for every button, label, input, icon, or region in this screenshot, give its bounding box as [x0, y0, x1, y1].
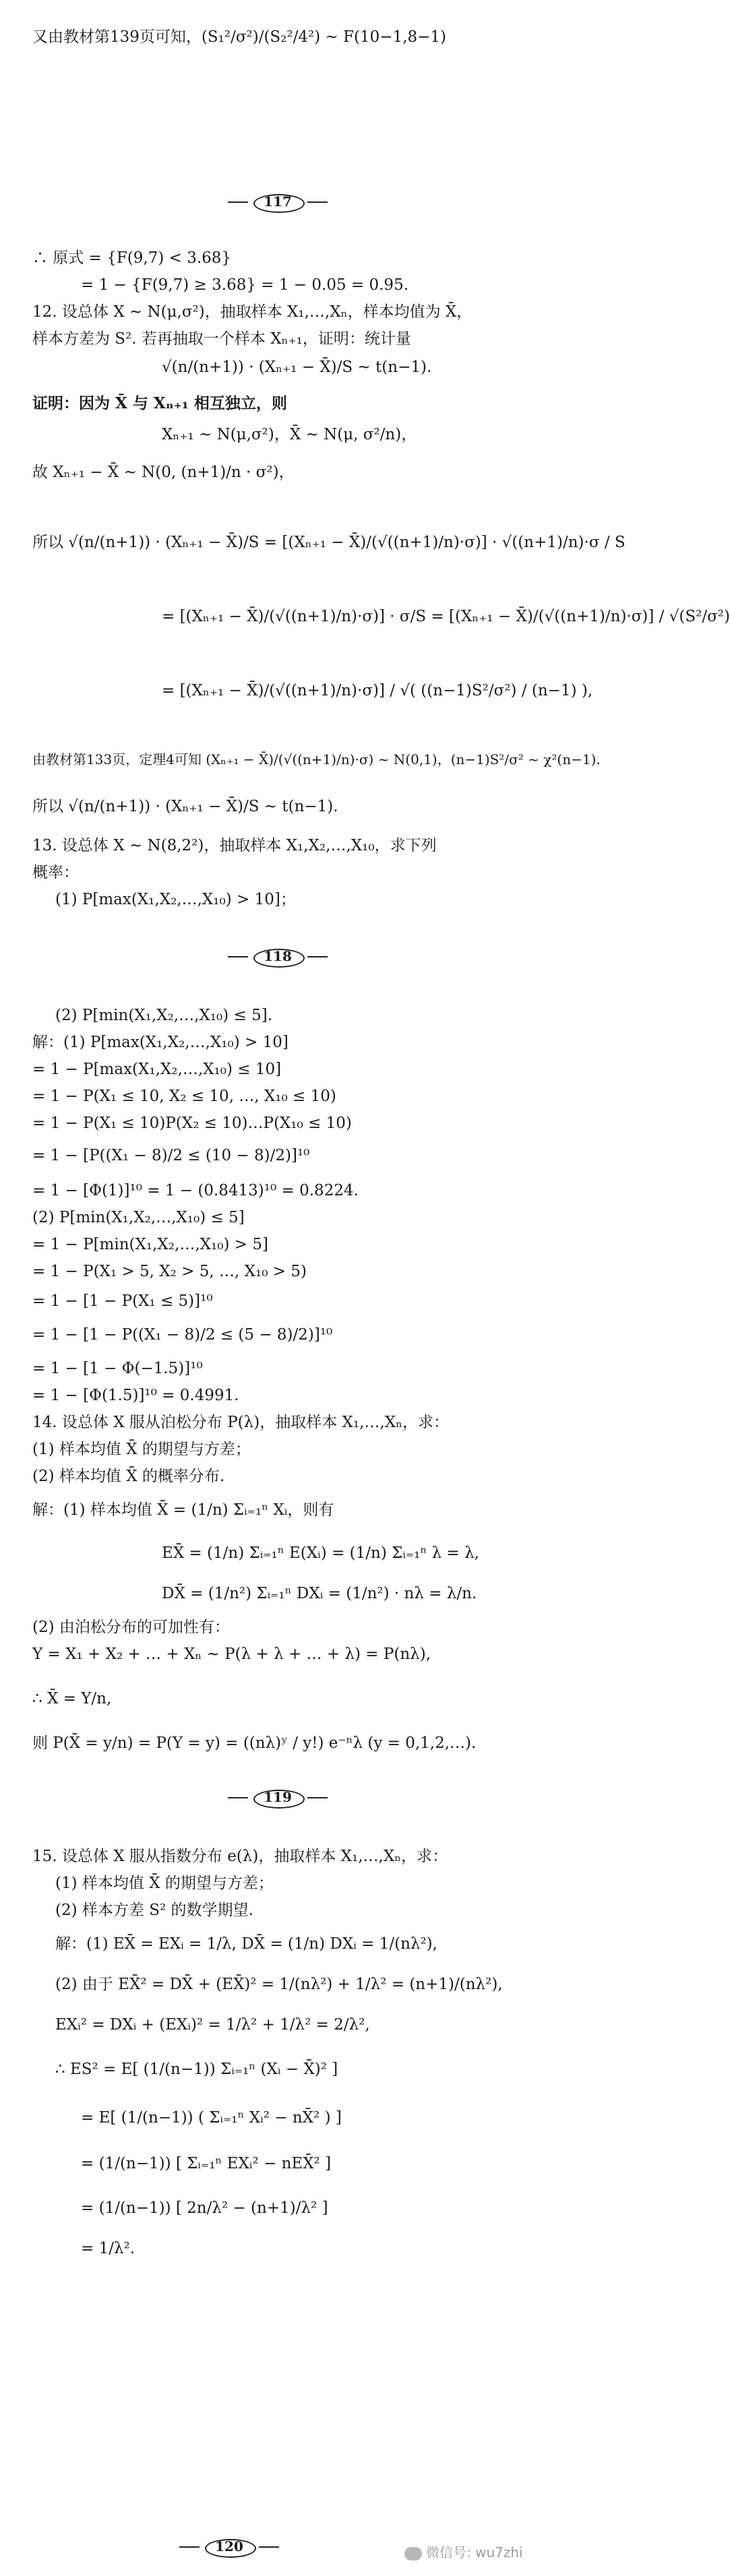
solution-heading: 解：(1) 样本均值 X̄ = (1/n) Σᵢ₌₁ⁿ Xᵢ，则有: [32, 1501, 334, 1519]
text-line: ∴ 原式 = {F(9,7) < 3.68}: [32, 249, 232, 267]
text-line: 概率：: [32, 864, 79, 881]
text-line: (2) P[min(X₁,X₂,…,X₁₀) ≤ 5].: [55, 1007, 273, 1024]
wechat-icon: [404, 2547, 422, 2561]
formula-line: ∴ X̄ = Y/n,: [32, 1690, 112, 1707]
text-line: (2) 样本方差 S² 的数学期望.: [55, 1902, 253, 1919]
text-line: (1) P[max(X₁,X₂,…,X₁₀) > 10]；: [55, 891, 296, 908]
formula-line: = 1 − P(X₁ > 5, X₂ > 5, …, X₁₀ > 5): [32, 1263, 307, 1280]
solution-heading: 解：(1) P[max(X₁,X₂,…,X₁₀) > 10]: [32, 1034, 288, 1051]
formula-line: 所以 √(n/(n+1)) · (Xₙ₊₁ − X̄)/S = [(Xₙ₊₁ − X̄)/(√((n+1)/n)·σ)] · √((n+1)/n)·σ / S: [32, 534, 626, 551]
formula-line: EX̄ = (1/n) Σᵢ₌₁ⁿ E(Xᵢ) = (1/n) Σᵢ₌₁ⁿ λ = λ,: [162, 1544, 479, 1562]
formula-line: = (1/(n−1)) [ Σᵢ₌₁ⁿ EXᵢ² − nEX̄² ]: [81, 2155, 332, 2172]
formula-line: = E[ (1/(n−1)) ( Σᵢ₌₁ⁿ Xᵢ² − nX̄² ) ]: [81, 2109, 342, 2127]
formula-line: = [(Xₙ₊₁ − X̄)/(√((n+1)/n)·σ)] · σ/S = [(Xₙ₊₁ − X̄)/(√((n+1)/n)·σ)] / √(S²/σ²): [162, 608, 730, 625]
text-line: 样本方差为 S². 若再抽取一个样本 Xₙ₊₁，证明：统计量: [32, 330, 411, 348]
formula-line: = 1 − P(X₁ ≤ 10, X₂ ≤ 10, …, X₁₀ ≤ 10): [32, 1088, 336, 1105]
watermark: 微信号: wu7zhi: [404, 2542, 523, 2561]
problem-14-title: 14. 设总体 X 服从泊松分布 P(λ)，抽取样本 X₁,…,Xₙ，求：: [32, 1414, 450, 1431]
formula-line: = 1 − [1 − P(X₁ ≤ 5)]¹⁰: [32, 1292, 213, 1310]
formula-line: = 1 − [P((X₁ − 8)/2 ≤ (10 − 8)/2)]¹⁰: [32, 1147, 310, 1164]
formula-line: ∴ ES² = E[ (1/(n−1)) Σᵢ₌₁ⁿ (Xᵢ − X̄)² ]: [55, 2061, 338, 2078]
problem-13-title: 13. 设总体 X ~ N(8,2²)，抽取样本 X₁,X₂,…,X₁₀，求下列: [32, 837, 437, 854]
page-number: 120: [202, 2535, 256, 2558]
formula-line: 由教材第133页，定理4可知 (Xₙ₊₁ − X̄)/(√((n+1)/n)·σ) ~ N(0,1)，(n−1)S²/σ² ~ χ²(n−1).: [32, 751, 601, 767]
formula-line: = 1 − [Φ(1.5)]¹⁰ = 0.4991.: [32, 1387, 239, 1404]
formula-line: = 1 − P(X₁ ≤ 10)P(X₂ ≤ 10)…P(X₁₀ ≤ 10): [32, 1114, 352, 1132]
formula-line: (2) P[min(X₁,X₂,…,X₁₀) ≤ 5]: [32, 1209, 245, 1226]
text-line: = 1 − {F(9,7) ≥ 3.68} = 1 − 0.05 = 0.95.: [81, 276, 409, 294]
formula-line: DX̄ = (1/n²) Σᵢ₌₁ⁿ DXᵢ = (1/n²) · nλ = λ/n.: [162, 1585, 477, 1602]
formula-line: = 1 − [1 − P((X₁ − 8)/2 ≤ (5 − 8)/2)]¹⁰: [32, 1326, 333, 1344]
formula-line: = (1/(n−1)) [ 2n/λ² − (n+1)/λ² ]: [81, 2199, 328, 2217]
formula-line: = 1 − [Φ(1)]¹⁰ = 1 − (0.8413)¹⁰ = 0.8224.: [32, 1182, 359, 1199]
formula-line: = [(Xₙ₊₁ − X̄)/(√((n+1)/n)·σ)] / √( ((n−1)S²/σ²) / (n−1) ),: [162, 682, 593, 699]
problem-15-title: 15. 设总体 X 服从指数分布 e(λ)，抽取样本 X₁,…,Xₙ，求：: [32, 1848, 448, 1865]
formula-line: = 1/λ².: [81, 2240, 135, 2257]
formula-line: Xₙ₊₁ ~ N(μ,σ²)，X̄ ~ N(μ, σ²/n)，: [162, 426, 417, 443]
formula-line: √(n/(n+1)) · (Xₙ₊₁ − X̄)/S ~ t(n−1).: [162, 358, 432, 376]
page-number: 119: [251, 1786, 305, 1809]
formula-line: (2) 由于 EX̄² = DX̄ + (EX̄)² = 1/(nλ²) + 1/λ² = (n+1)/(nλ²),: [55, 1976, 503, 1993]
page-number: 117: [251, 190, 305, 213]
text-line: 又由教材第139页可知，(S₁²/σ²)/(S₂²/4²) ~ F(10−1,8−1): [32, 28, 447, 46]
formula-line: 则 P(X̄ = y/n) = P(Y = y) = ((nλ)ʸ / y!) e⁻ⁿλ (y = 0,1,2,…).: [32, 1734, 477, 1752]
text-line: (2) 由泊松分布的可加性有：: [32, 1619, 230, 1636]
formula-line: = 1 − P[min(X₁,X₂,…,X₁₀) > 5]: [32, 1236, 268, 1253]
formula-line: = 1 − P[max(X₁,X₂,…,X₁₀) ≤ 10]: [32, 1061, 282, 1078]
text-line: (2) 样本均值 X̄ 的概率分布.: [32, 1468, 225, 1485]
text-line: (1) 样本均值 X̄ 的期望与方差；: [32, 1441, 251, 1458]
formula-line: = 1 − [1 − Φ(−1.5)]¹⁰: [32, 1360, 203, 1377]
problem-12-title: 12. 设总体 X ~ N(μ,σ²)，抽取样本 X₁,…,Xₙ，样本均值为 X̄，: [32, 303, 473, 321]
formula-line: Y = X₁ + X₂ + … + Xₙ ~ P(λ + λ + … + λ) = P(nλ),: [32, 1645, 431, 1663]
formula-line: 所以 √(n/(n+1)) · (Xₙ₊₁ − X̄)/S ~ t(n−1).: [32, 798, 338, 815]
page-number: 118: [251, 945, 305, 968]
text-line: (1) 样本均值 X̄ 的期望与方差；: [55, 1875, 274, 1892]
solution-heading: 解：(1) EX̄ = EXᵢ = 1/λ, DX̄ = (1/n) DXᵢ = 1/(nλ²),: [55, 1935, 437, 1953]
proof-heading: 证明：因为 X̄ 与 Xₙ₊₁ 相互独立，则: [32, 394, 287, 412]
formula-line: EXᵢ² = DXᵢ + (EXᵢ)² = 1/λ² + 1/λ² = 2/λ²,: [55, 2016, 370, 2034]
formula-line: 故 Xₙ₊₁ − X̄ ~ N(0, (n+1)/n · σ²)，: [32, 464, 295, 481]
